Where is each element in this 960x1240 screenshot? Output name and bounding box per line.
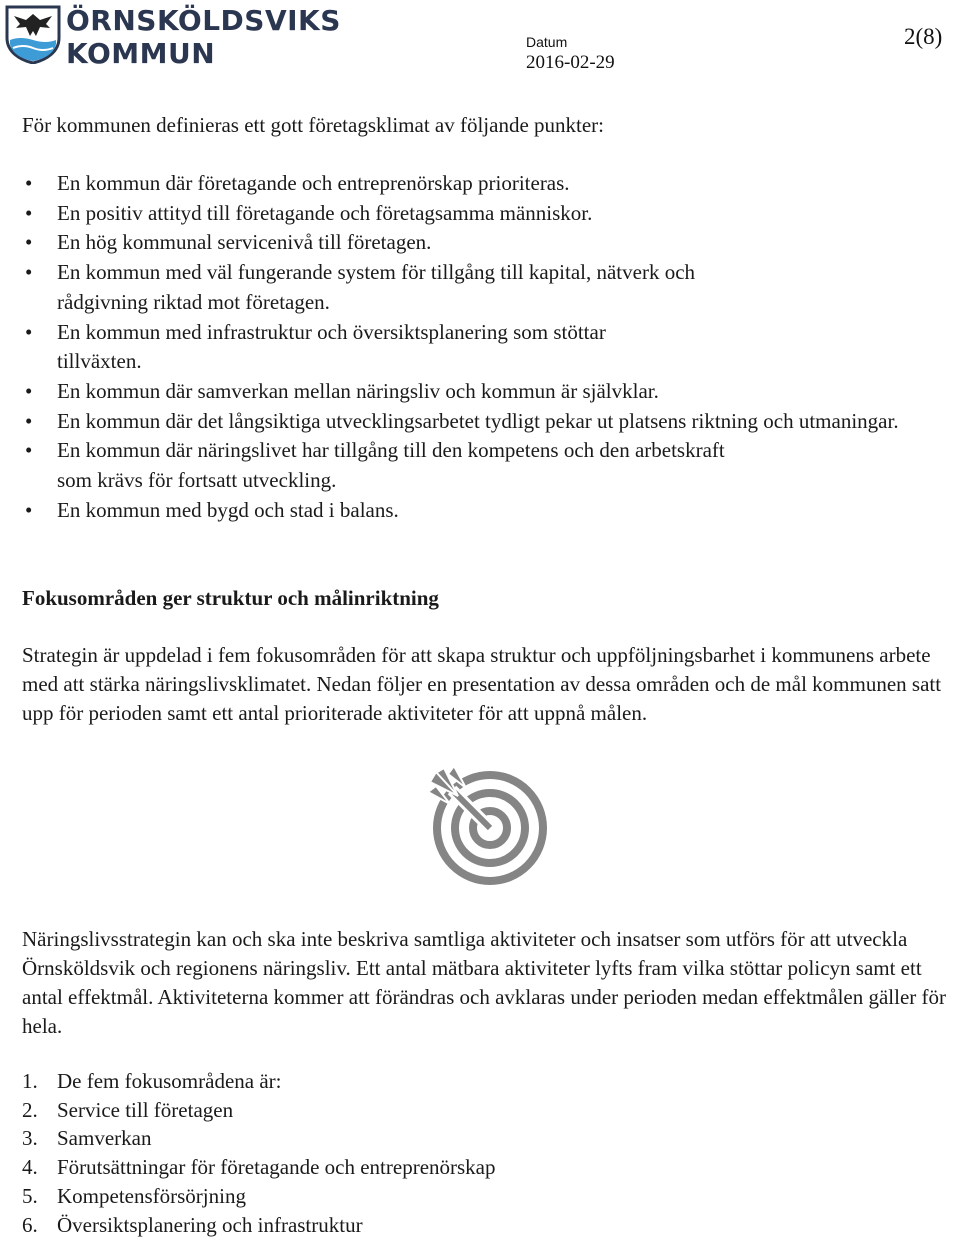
- bullet-item: [22, 199, 942, 229]
- bullet-icon: •: [25, 438, 33, 463]
- climate-bullet-list: [22, 169, 942, 525]
- date-value: 2016-02-29: [526, 52, 615, 73]
- list-text: Service till företagen: [57, 1097, 234, 1122]
- bullet-text: En kommun där näringslivet har tillgång till den kompetens och den arbetskraft som krävs för fortsatt utveckling.: [57, 438, 725, 493]
- bullet-icon: •: [25, 378, 33, 403]
- bullet-icon: •: [25, 200, 33, 225]
- bullet-item: [22, 407, 942, 437]
- strategy-description-paragraph: Näringslivsstrategin kan och ska inte beskriva samtliga aktiviteter och insatser som utförs för att utveckla Örnsköldsvik och regionens näringsliv. Ett antal mätbara aktiviteter lyfts fram vilka stöttar policyn samt ett antal effektmål. Aktiviteterna kommer att förändras och avklaras under perioden medan effektmålen gäller för hela.: [22, 927, 947, 1038]
- bullet-text: En kommun där samverkan mellan näringsliv och kommun är självklar.: [57, 378, 659, 403]
- section-heading: Fokusområden ger struktur och målinriktning: [22, 586, 439, 610]
- intro-text: För kommunen definieras ett gott företagsklimat av följande punkter:: [22, 113, 605, 137]
- list-text: Översiktsplanering och infrastruktur: [57, 1212, 363, 1237]
- list-item: [22, 1182, 496, 1211]
- list-item: [22, 1153, 496, 1182]
- list-number: 5.: [22, 1183, 38, 1208]
- bullet-text: En kommun där företagande och entreprenörskap prioriteras.: [57, 171, 570, 195]
- bullet-icon: •: [25, 497, 33, 522]
- target-arrow-icon: [428, 766, 550, 888]
- list-text: Samverkan: [57, 1126, 152, 1151]
- list-item: [22, 1067, 496, 1096]
- list-number: 1.: [22, 1069, 38, 1093]
- list-item: [22, 1124, 496, 1153]
- bullet-text: En kommun med bygd och stad i balans.: [57, 497, 399, 522]
- list-number: 2.: [22, 1097, 38, 1122]
- municipality-crest-icon: [4, 4, 62, 64]
- bullet-item: [22, 496, 942, 526]
- bullet-text: En positiv attityd till företagande och företagsamma människor.: [57, 200, 593, 225]
- bullet-text: En hög kommunal servicenivå till företagen.: [57, 230, 432, 255]
- list-text: Förutsättningar för företagande och entreprenörskap: [57, 1155, 496, 1180]
- list-number: 6.: [22, 1212, 38, 1237]
- list-item: [22, 1096, 496, 1125]
- bullet-icon: •: [25, 230, 33, 255]
- bullet-icon: •: [25, 408, 33, 433]
- bullet-item: [22, 228, 942, 258]
- bullet-text: En kommun med väl fungerande system för tillgång till kapital, nätverk och rådgivning riktad mot företagen.: [57, 260, 696, 314]
- organization-name-line2: KOMMUN: [66, 37, 216, 70]
- bullet-item: [22, 258, 777, 317]
- focus-area-list: [22, 1067, 496, 1239]
- bullet-item: [22, 377, 942, 407]
- list-item: [22, 1211, 496, 1240]
- date-label: Datum: [526, 34, 568, 50]
- list-text: Kompetensförsörjning: [57, 1183, 246, 1208]
- bullet-icon: •: [25, 260, 33, 285]
- bullet-item: [22, 169, 942, 199]
- list-text: De fem fokusområdena är:: [57, 1069, 282, 1093]
- bullet-item: [22, 318, 637, 377]
- strategy-paragraph: Strategin är uppdelad i fem fokusområden för att skapa struktur och uppföljningsbarhet i kommunens arbete med att stärka näringslivsklimatet. Nedan följer en presentation av dessa områden och de mål kommunen satt upp för perioden samt ett antal prioriterade aktiviteter för att uppnå målen.: [22, 643, 942, 725]
- list-number: 4.: [22, 1155, 38, 1180]
- bullet-icon: •: [25, 171, 33, 195]
- bullet-text: En kommun där det långsiktiga utvecklingsarbetet tydligt pekar ut platsens riktning och utmaningar.: [57, 408, 899, 433]
- organization-name-line1: ÖRNSKÖLDSVIKS: [66, 4, 341, 37]
- bullet-item: [22, 436, 757, 495]
- organization-name: [66, 4, 341, 70]
- bullet-icon: •: [25, 319, 33, 344]
- list-number: 3.: [22, 1126, 38, 1151]
- bullet-text: En kommun med infrastruktur och översiktsplanering som stöttar tillväxten.: [57, 319, 606, 374]
- page-number: 2(8): [904, 24, 943, 49]
